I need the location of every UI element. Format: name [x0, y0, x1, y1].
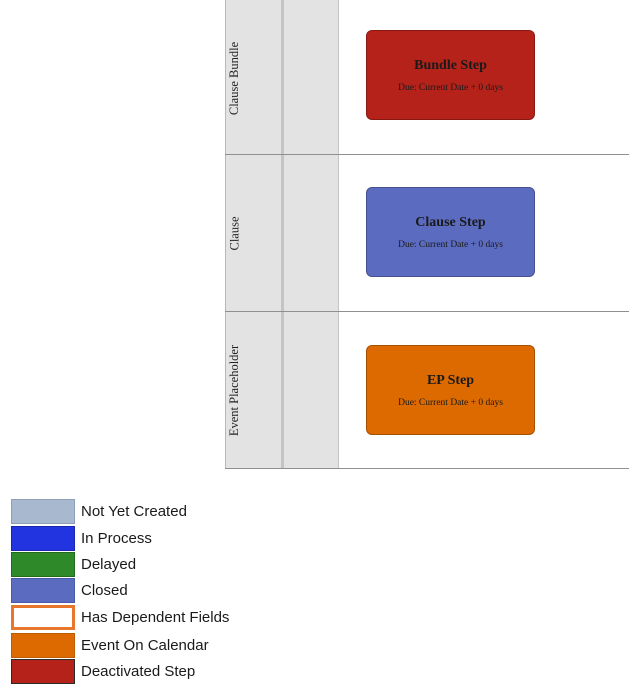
lane-clause	[225, 155, 629, 311]
step-due: Due: Current Date + 0 days	[398, 397, 503, 408]
lane-event-placeholder	[225, 312, 629, 468]
step-due: Due: Current Date + 0 days	[398, 239, 503, 250]
legend-label: Deactivated Step	[81, 663, 196, 680]
legend-label: Not Yet Created	[81, 503, 187, 520]
step-title: EP Step	[426, 372, 475, 388]
lane-label: Clause Bundle	[227, 41, 242, 115]
step-box[interactable]	[366, 345, 535, 435]
step-box[interactable]	[366, 30, 535, 120]
lane-label: Clause	[227, 215, 242, 251]
lane-clause-bundle	[225, 0, 629, 156]
step-box[interactable]	[366, 187, 535, 277]
legend-label: Closed	[81, 582, 128, 599]
legend-label: Has Dependent Fields	[81, 609, 230, 626]
legend-swatch	[11, 526, 75, 551]
step-title: Bundle Step	[414, 57, 487, 73]
legend-item	[11, 578, 271, 604]
legend-label: Event On Calendar	[81, 637, 209, 654]
legend-item	[11, 499, 271, 525]
step-title: Clause Step	[415, 214, 486, 230]
legend-swatch	[11, 659, 75, 684]
legend-swatch	[11, 552, 75, 577]
legend-swatch	[11, 499, 75, 524]
legend-item	[11, 552, 271, 578]
legend-item	[11, 605, 271, 631]
legend-item	[11, 526, 271, 552]
legend-label: In Process	[81, 530, 152, 547]
step-due: Due: Current Date + 0 days	[398, 82, 503, 93]
legend-swatch	[11, 578, 75, 603]
legend-item	[11, 659, 271, 685]
legend-item	[11, 633, 271, 659]
lane-divider	[225, 468, 629, 469]
swimlane-diagram	[225, 0, 629, 469]
lane-label: Event Placeholder	[227, 344, 242, 436]
legend-swatch	[11, 633, 75, 658]
legend-swatch	[11, 605, 75, 630]
legend-label: Delayed	[81, 556, 137, 573]
